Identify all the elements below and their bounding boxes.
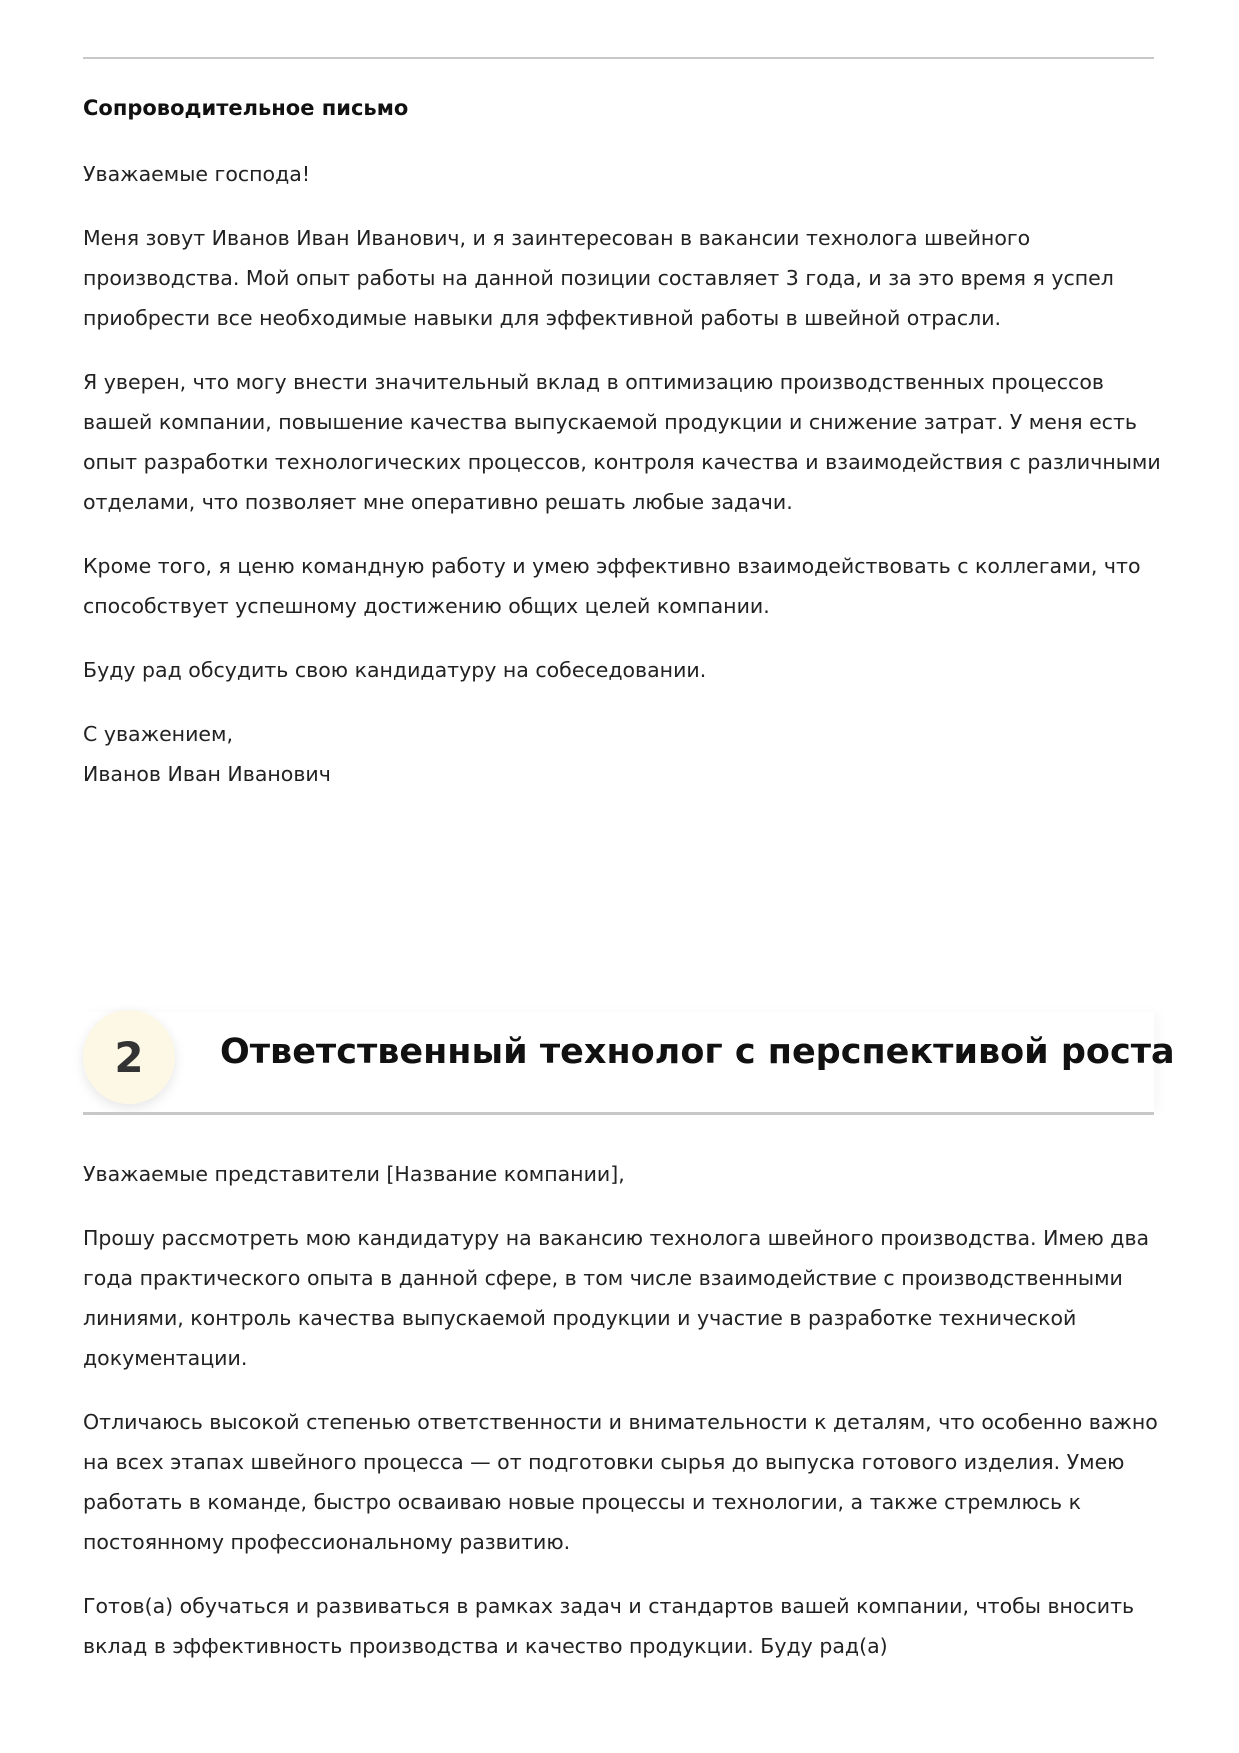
section-heading: Ответственный технолог с перспективой роста: [220, 1032, 1175, 1072]
cover-letter-2: [83, 1154, 1163, 1690]
letter-title: Сопроводительное письмо: [83, 96, 409, 120]
letter-paragraph: Я уверен, что могу внести значительный вклад в оптимизацию производственных процессов вашей компании, повышение качества выпускаемой продукции и снижение затрат. У меня есть опыт разработки технологических процессов, контроля качества и взаимодействия с различными отделами, что позволяет мне оперативно решать любые задачи.: [83, 370, 1161, 514]
letter-closing: С уважением,: [83, 722, 234, 746]
letter-paragraph: Кроме того, я ценю командную работу и умею эффективно взаимодействовать с коллегами, что способствует успешному достижению общих целей компании.: [83, 554, 1141, 618]
letter-paragraph: Меня зовут Иванов Иван Иванович, и я заинтересован в вакансии технолога швейного производства. Мой опыт работы на данной позиции составляет 3 года, и за это время я успел приобрести все необходимые навыки для эффективной работы в швейной отрасли.: [83, 226, 1114, 330]
letter-paragraph: Отличаюсь высокой степенью ответственности и внимательности к деталям, что особенно важно на всех этапах швейного процесса — от подготовки сырья до выпуска готового изделия. Умею работать в команде, быстро осваиваю новые процессы и технологии, а также стремлюсь к постоянному профессиональному развитию.: [83, 1410, 1158, 1554]
top-divider: [83, 57, 1154, 59]
section-number-badge: 2: [83, 1010, 175, 1104]
letter-paragraph: Буду рад обсудить свою кандидатуру на собеседовании.: [83, 658, 707, 682]
letter-greeting: Уважаемые господа!: [83, 162, 311, 186]
letter-signature: Иванов Иван Иванович: [83, 762, 331, 786]
letter-paragraph: Прошу рассмотреть мою кандидатуру на вакансию технолога швейного производства. Имею два года практического опыта в данной сфере, в том числе взаимодействие с производственными линиями, контроль качества выпускаемой продукции и участие в разработке технической документации.: [83, 1226, 1150, 1370]
letter-paragraph: Готов(а) обучаться и развиваться в рамках задач и стандартов вашей компании, чтобы вносить вклад в эффективность производства и качество продукции. Буду рад(а): [83, 1594, 1135, 1658]
letter-greeting: Уважаемые представители [Название компании],: [83, 1162, 625, 1186]
cover-letter-1: [83, 88, 1163, 818]
section-divider: [83, 1112, 1154, 1115]
letter-signoff: [83, 714, 1163, 794]
